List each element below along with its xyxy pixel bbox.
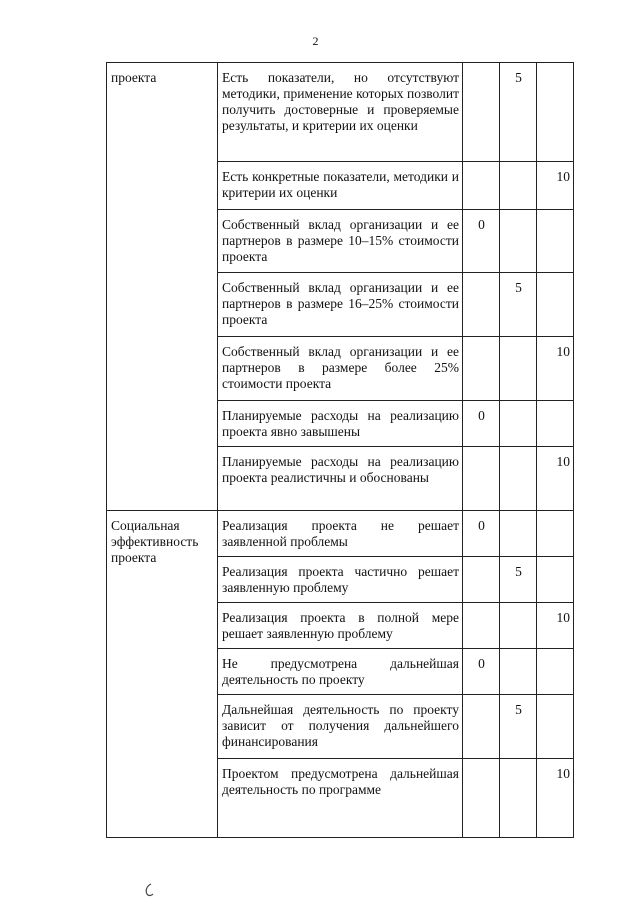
score-5-cell [500, 337, 537, 401]
description-cell: Планируемые расходы на реализацию проекта реалистичны и обоснованы [218, 447, 463, 511]
score-0-cell: 0 [463, 649, 500, 695]
score-5-cell [500, 401, 537, 447]
score-0-cell [463, 162, 500, 210]
description-cell: Реализация проекта частично решает заявленную проблему [218, 557, 463, 603]
description-cell: Собственный вклад организации и ее партнеров в размере более 25% стоимости проекта [218, 337, 463, 401]
score-0-cell [463, 603, 500, 649]
score-5-cell [500, 759, 537, 838]
score-0-cell [463, 337, 500, 401]
score-5-cell [500, 162, 537, 210]
criteria-table [106, 62, 574, 838]
table-row [107, 511, 574, 557]
score-10-cell [537, 649, 574, 695]
score-0-cell [463, 759, 500, 838]
score-10-cell [537, 695, 574, 759]
score-10-cell [537, 210, 574, 273]
score-0-cell [463, 557, 500, 603]
handwritten-mark [142, 882, 156, 903]
score-0-cell [463, 273, 500, 337]
score-0-cell: 0 [463, 511, 500, 557]
description-cell: Не предусмотрена дальнейшая деятельность по проекту [218, 649, 463, 695]
page-number: 2 [312, 34, 319, 48]
score-5-cell [500, 649, 537, 695]
description-cell: Есть показатели, но отсутствуют методики, применение которых позволит получить достоверные и проверяемые результаты, и критерии их оценки [218, 63, 463, 162]
score-0-cell: 0 [463, 210, 500, 273]
description-cell: Дальнейшая деятельность по проекту зависит от получения дальнейшего финансирования [218, 695, 463, 759]
score-10-cell: 10 [537, 337, 574, 401]
score-5-cell [500, 210, 537, 273]
description-cell: Есть конкретные показатели, методики и критерии их оценки [218, 162, 463, 210]
description-cell: Планируемые расходы на реализацию проекта явно завышены [218, 401, 463, 447]
criterion-cell-social-efficiency: Социальная эффективность проекта [107, 511, 218, 838]
pen-mark-icon [142, 882, 156, 898]
score-5-cell: 5 [500, 273, 537, 337]
score-10-cell [537, 401, 574, 447]
description-cell: Проектом предусмотрена дальнейшая деятельность по программе [218, 759, 463, 838]
score-10-cell [537, 63, 574, 162]
description-cell: Реализация проекта в полной мере решает заявленную проблему [218, 603, 463, 649]
criteria-table-body [107, 63, 574, 838]
description-cell: Реализация проекта не решает заявленной проблемы [218, 511, 463, 557]
description-cell: Собственный вклад организации и ее партнеров в размере 16–25% стоимости проекта [218, 273, 463, 337]
score-10-cell [537, 273, 574, 337]
description-cell: Собственный вклад организации и ее партнеров в размере 10–15% стоимости проекта [218, 210, 463, 273]
score-0-cell [463, 63, 500, 162]
score-5-cell [500, 447, 537, 511]
score-0-cell [463, 447, 500, 511]
score-10-cell: 10 [537, 603, 574, 649]
criterion-cell-project: проекта [107, 63, 218, 511]
score-10-cell: 10 [537, 759, 574, 838]
table-row [107, 63, 574, 162]
score-0-cell: 0 [463, 401, 500, 447]
score-10-cell: 10 [537, 162, 574, 210]
score-5-cell: 5 [500, 557, 537, 603]
score-10-cell [537, 511, 574, 557]
score-5-cell: 5 [500, 63, 537, 162]
score-5-cell [500, 511, 537, 557]
score-10-cell: 10 [537, 447, 574, 511]
score-5-cell [500, 603, 537, 649]
score-5-cell: 5 [500, 695, 537, 759]
score-0-cell [463, 695, 500, 759]
score-10-cell [537, 557, 574, 603]
